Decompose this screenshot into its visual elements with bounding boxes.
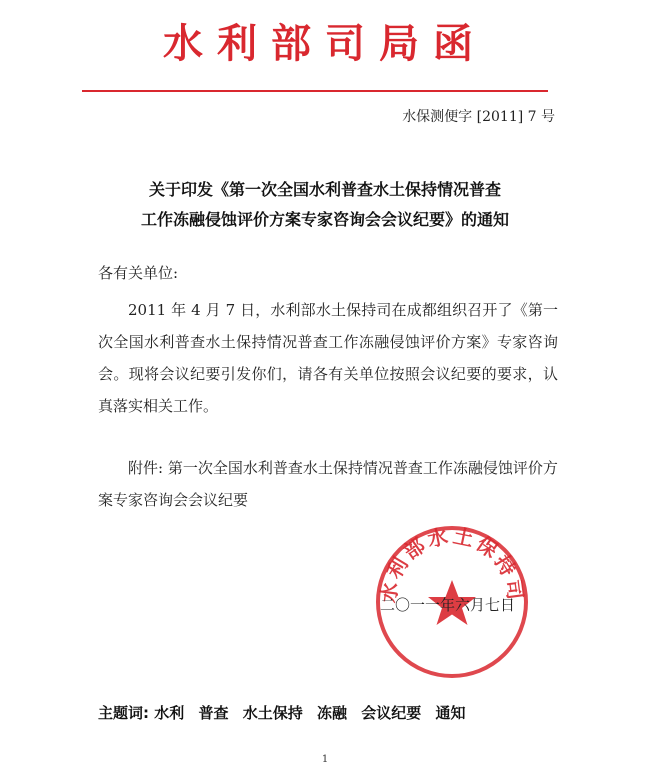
notice-title-line-1: 关于印发《第一次全国水利普查水土保持情况普查 bbox=[148, 180, 501, 199]
salutation: 各有关单位: bbox=[98, 264, 179, 282]
letterhead-title: 水利部司局函 bbox=[163, 20, 487, 67]
keywords-label: 主题词: bbox=[98, 704, 149, 722]
keyword-item: 水土保持 bbox=[242, 704, 303, 722]
document-number: 水保测便字 [2011] 7 号 bbox=[402, 109, 555, 125]
page-number: 1 bbox=[321, 754, 329, 765]
keyword-item: 通知 bbox=[435, 704, 466, 722]
body-paragraph: 2011 年 4 月 7 日，水利部水土保持司在成都组织召开了《第一次全国水利普查水土保持情况普查工作冻融侵蚀评价方案》专家咨询会。现将会议纪要引发你们，请各有关单位按照会议纪要的要求，认真落实相关工作。 bbox=[98, 301, 558, 415]
notice-title-line-2: 工作冻融侵蚀评价方案专家咨询会会议纪要》的通知 bbox=[140, 210, 509, 229]
notice-title bbox=[70, 175, 580, 235]
seal-text: 水利部水土保持司 bbox=[376, 523, 528, 605]
attachment-note: 附件: 第一次全国水利普查水土保持情况普查工作冻融侵蚀评价方案专家咨询会会议纪要 bbox=[98, 459, 558, 509]
letterhead-red-rule bbox=[82, 90, 548, 92]
keyword-item: 会议纪要 bbox=[361, 704, 422, 722]
keyword-item: 普查 bbox=[198, 704, 229, 722]
keyword-item: 冻融 bbox=[316, 704, 347, 722]
keyword-item: 水利 bbox=[154, 704, 185, 722]
issue-date: 二〇一一年六月七日 bbox=[380, 596, 516, 614]
subject-keywords bbox=[98, 702, 475, 723]
